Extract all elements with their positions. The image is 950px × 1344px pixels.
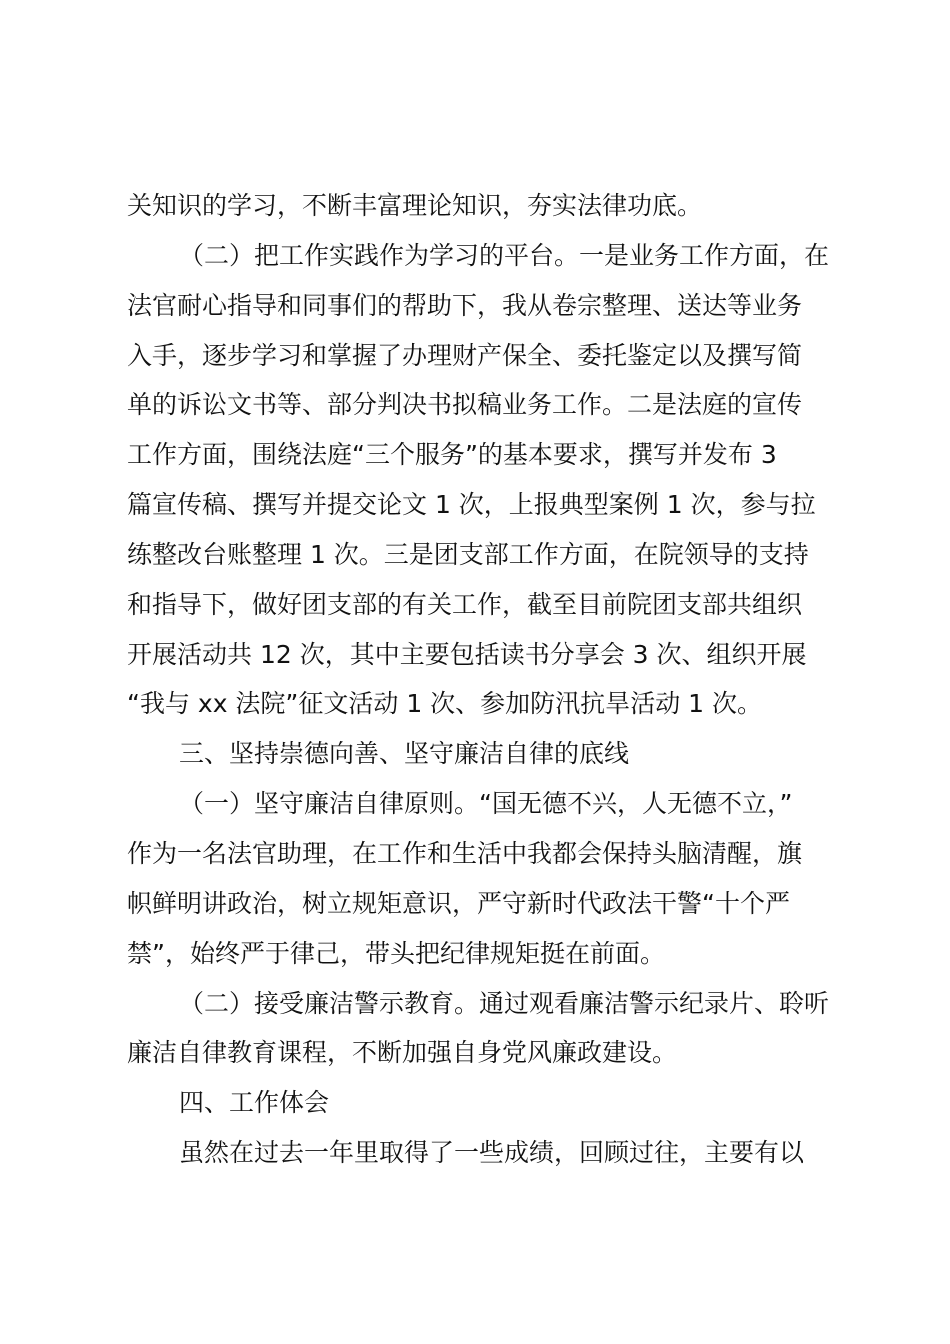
text-line: 三、坚持崇德向善、坚守廉洁自律的底线	[179, 739, 630, 769]
text-line: 练整改台账整理 1 次。三是团支部工作方面，在院领导的支持	[127, 539, 809, 569]
text-line: 单的诉讼文书等、部分判决书拟稿业务工作。二是法庭的宣传	[127, 390, 803, 420]
text-line: 帜鲜明讲政治，树立规矩意识，严守新时代政法干警“十个严	[127, 888, 790, 918]
text-line: （二）把工作实践作为学习的平台。一是业务工作方面，在	[179, 240, 830, 270]
text-line: 虽然在过去一年里取得了一些成绩，回顾过往，主要有以	[179, 1138, 805, 1168]
text-line: 入手，逐步学习和掌握了办理财产保全、委托鉴定以及撰写简	[127, 340, 803, 370]
text-line: 篇宣传稿、撰写并提交论文 1 次，上报典型案例 1 次，参与拉	[127, 490, 816, 520]
text-line: 工作方面，围绕法庭“三个服务”的基本要求，撰写并发布 3	[127, 440, 777, 470]
text-line: 和指导下，做好团支部的有关工作，截至目前院团支部共组织	[127, 589, 803, 619]
text-line: 四、工作体会	[179, 1088, 330, 1118]
text-line: 法官耐心指导和同事们的帮助下，我从卷宗整理、送达等业务	[127, 290, 803, 320]
text-line: 关知识的学习，不断丰富理论知识，夯实法律功底。	[127, 191, 703, 220]
text-line: 开展活动共 12 次，其中主要包括读书分享会 3 次、组织开展	[127, 639, 807, 669]
text-line: （一）坚守廉洁自律原则。“国无德不兴，人无德不立，”	[179, 789, 793, 819]
text-line: 廉洁自律教育课程，不断加强自身党风廉政建设。	[127, 1038, 678, 1068]
text-line: （二）接受廉洁警示教育。通过观看廉洁警示纪录片、聆听	[179, 988, 830, 1018]
text-line: 禁”，始终严于律己，带头把纪律规矩挺在前面。	[127, 938, 665, 968]
text-line: “我与 xx 法院”征文活动 1 次、参加防汛抗旱活动 1 次。	[127, 689, 762, 719]
document-body	[127, 181, 837, 1178]
text-line: 作为一名法官助理，在工作和生活中我都会保持头脑清醒，旗	[127, 838, 803, 868]
